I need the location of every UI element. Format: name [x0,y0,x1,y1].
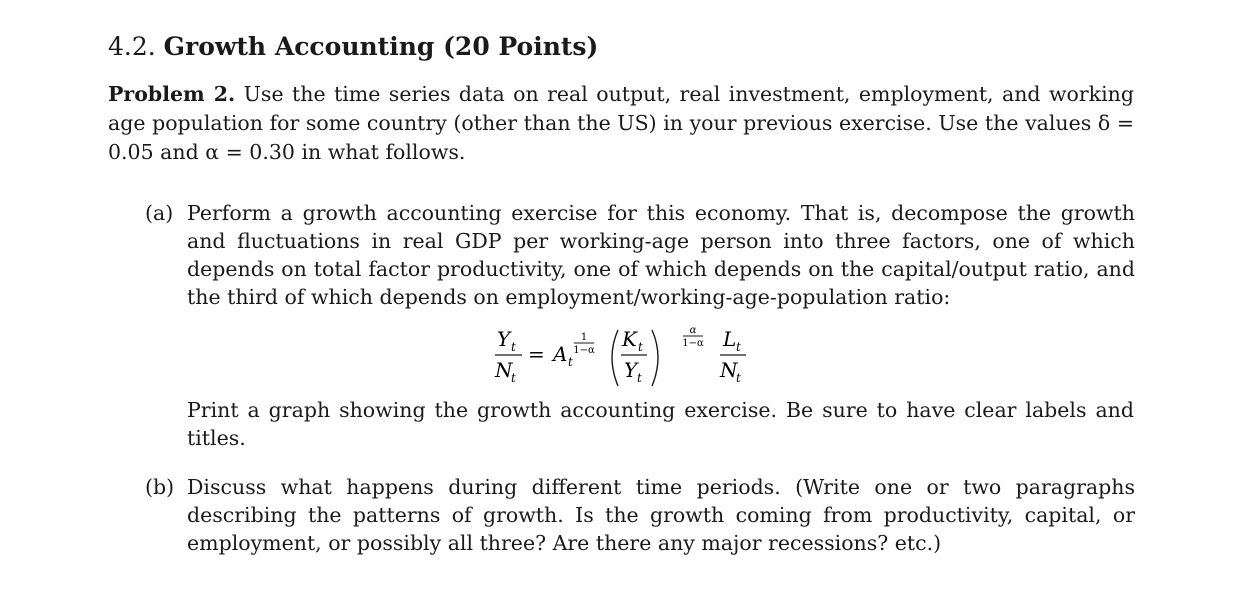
eq-output-Y: Y [624,358,638,382]
eq-employment-L: L [723,327,737,351]
eq-capital-sub: t [638,340,643,354]
eq-lhs-den-sub: t [511,371,516,385]
eq-employment-sub: t [736,340,741,354]
part-b [145,473,1135,557]
eq-tfp-A: A [553,342,568,366]
eq-left-paren [612,330,618,386]
eq-capital-exp-den: 1−α [682,338,704,349]
part-a [145,199,1135,311]
eq-right-paren [652,330,658,386]
eq-population-sub: t [736,371,741,385]
eq-lhs-num-sub: t [511,340,516,354]
problem-label: Problem 2. [108,82,236,106]
eq-output-sub: t [637,371,642,385]
eq-lhs-numerator: Y [497,327,511,351]
eq-lhs-denominator: N [495,358,513,382]
eq-capital-K: K [622,327,637,351]
part-a-label: (a) [145,201,174,225]
section-title [108,30,598,64]
part-a-graph-instruction: Print a graph showing the growth accounting exercise. Be sure to have clear labels and titles. [187,398,1134,450]
section-number: 4.2. [108,32,156,61]
section-heading: Growth Accounting (20 Points) [163,32,599,61]
eq-capital-exp-num: α [689,325,697,336]
eq-tfp-sub: t [568,355,573,369]
eq-tfp-exp-den: 1−α [573,345,595,356]
equation-svg [480,326,780,392]
part-b-text: Discuss what happens during different time periods. (Write one or two paragraphs describing the patterns of growth. Is the growth coming from productivity, capital, or employment, or possibly all three? Are there any major recessions? etc.) [187,475,1135,555]
eq-equals-sign: = [528,342,545,366]
problem-text: Use the time series data on real output, real investment, employment, and working age population for some country (other than the US) in your previous exercise. Use the values δ = 0.05 and α = 0.30 in what follows. [108,82,1134,164]
eq-population-N: N [720,358,738,382]
growth-accounting-equation [480,326,780,392]
part-a-text: Perform a growth accounting exercise for this economy. That is, decompose the growth and fluctuations in real GDP per working-age person into three factors, one of which depends on total factor productivity, one of which depends on the capital/output ratio, and the third of which depends on employment/working-age-population ratio: [187,201,1135,309]
eq-tfp-exp-num: 1 [580,332,588,343]
part-b-label: (b) [145,475,175,499]
problem-statement [108,80,1134,167]
